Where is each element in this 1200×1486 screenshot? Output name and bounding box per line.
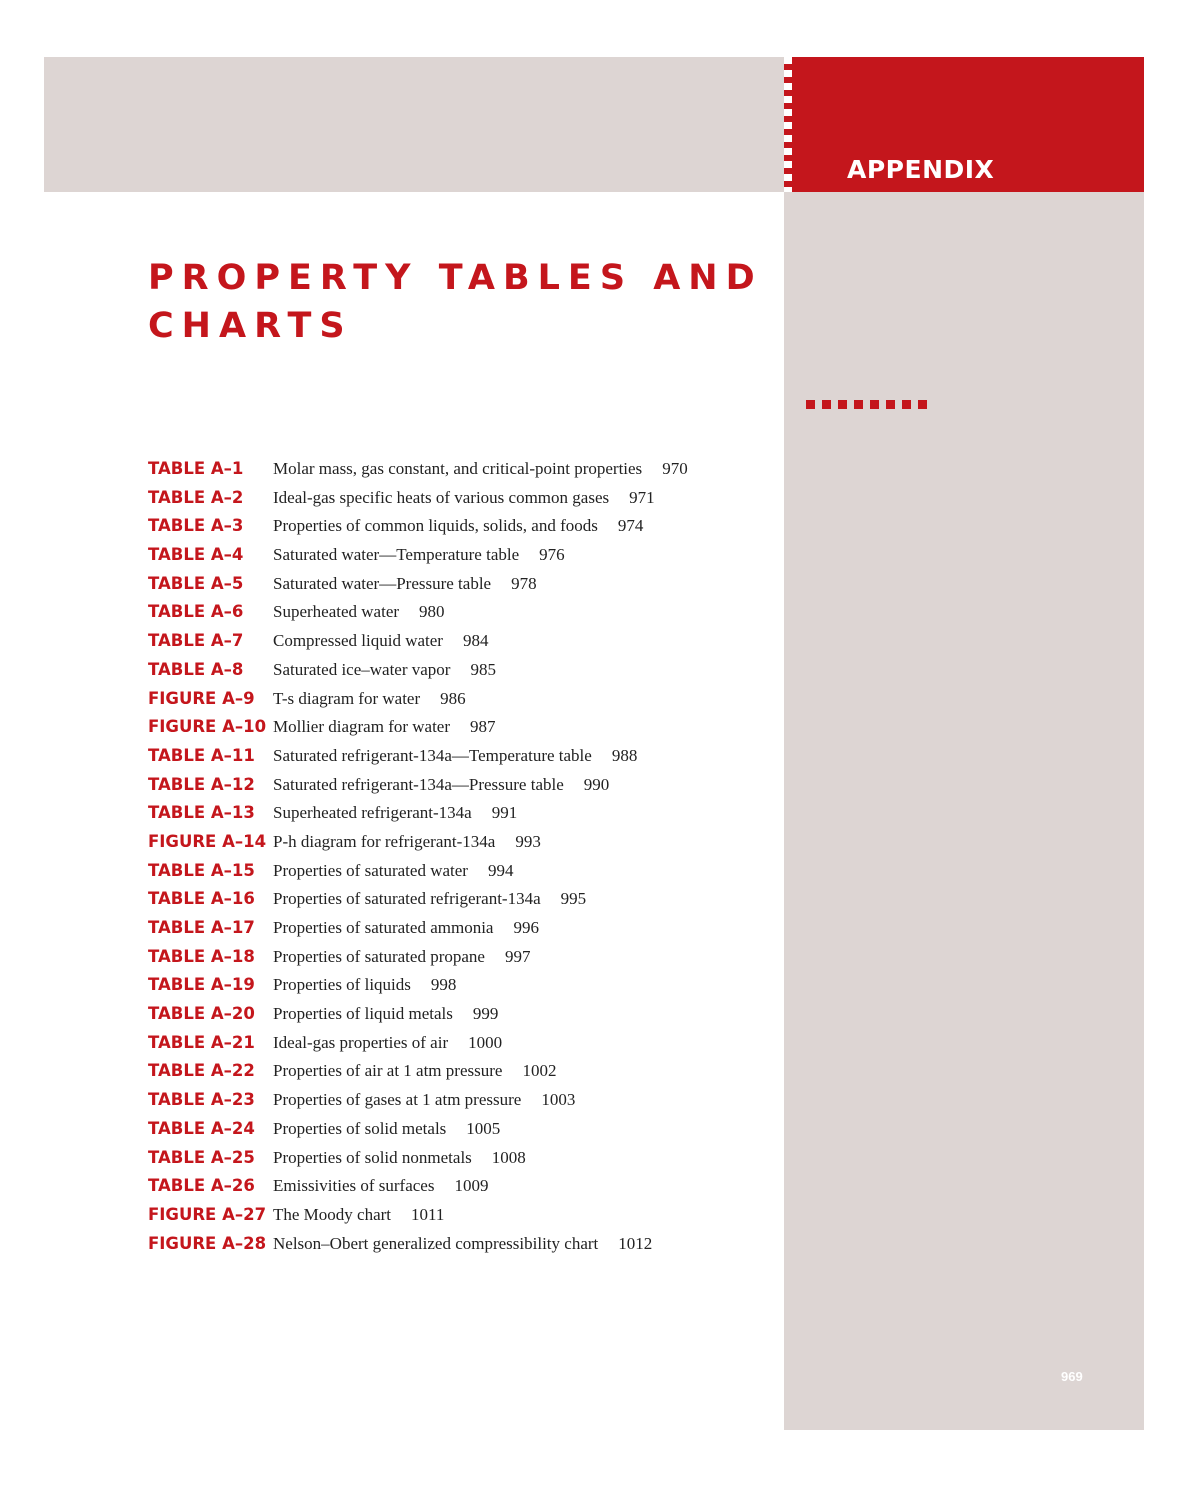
toc-entry-page: 988 [611,745,638,765]
toc-entry-page: 1005 [466,1118,501,1138]
toc-entry-label: TABLE A–7 [148,631,244,651]
toc-entry-label: TABLE A–16 [148,889,255,909]
toc-entry-title: Saturated refrigerant-134a—Temperature table [273,745,592,765]
toc-entry [148,861,688,890]
toc-entry [148,1205,688,1234]
toc-entry [148,717,688,746]
toc-entry-label: TABLE A–25 [148,1147,255,1167]
toc-entry-title: Properties of solid nonmetals [273,1147,472,1167]
toc-entry-page: 986 [440,688,466,708]
toc-entry-page: 994 [487,860,514,880]
toc-entry [148,918,688,947]
toc-entry-title: Saturated refrigerant-134a—Pressure table [273,774,564,794]
toc-entry-page: 1011 [411,1204,445,1224]
toc-entry-title: T-s diagram for water [273,688,421,708]
toc-entry [148,889,688,918]
toc-entry-page: 998 [430,975,457,995]
toc-entry-page: 993 [515,831,541,851]
toc-entry [148,660,688,689]
toc-entry-label: TABLE A–20 [148,1004,255,1024]
toc-entry-title: Ideal-gas specific heats of various common gases [273,487,610,507]
toc-entry-page: 971 [629,487,655,507]
toc-entry-label: FIGURE A–10 [148,717,267,737]
toc-entry-page: 996 [513,918,539,937]
toc-entry-title: Superheated refrigerant-134a [273,803,472,823]
toc-entry-title: Mollier diagram for water [273,717,451,737]
toc-entry-label: TABLE A–8 [148,659,244,679]
toc-entry-title: Properties of saturated ammonia [273,918,494,937]
toc-entry [148,459,688,488]
toc-entry [148,1234,688,1263]
toc-entry [148,545,688,574]
toc-entry-title: Saturated water—Pressure table [273,573,492,593]
toc-entry-title: Nelson–Obert generalized compressibility chart [273,1233,599,1253]
toc-entry [148,689,688,718]
toc-entry-page: 990 [583,774,610,794]
toc-entry-title: Properties of liquids [273,975,411,995]
toc-entry-title: Molar mass, gas constant, and critical-point properties [273,459,643,478]
toc-entry-label: TABLE A–22 [148,1061,255,1081]
toc-entry-title: Saturated water—Temperature table [273,545,520,565]
toc-entry-label: TABLE A–12 [148,774,255,794]
toc-entry-page: 997 [504,946,531,966]
toc-entry-label: TABLE A–18 [148,946,255,966]
toc-entry-page: 1009 [454,1176,489,1196]
toc-entry-title: The Moody chart [273,1204,392,1224]
toc-entry [148,1148,688,1177]
toc-entry-page: 1008 [491,1147,526,1167]
toc-entry [148,1061,688,1090]
toc-entry-title: Properties of air at 1 atm pressure [273,1061,503,1081]
toc-entry-page: 995 [560,889,587,909]
toc-entry-title: Saturated ice–water vapor [273,659,451,679]
toc-entry-page: 974 [617,516,644,536]
toc-entry-title: Properties of common liquids, solids, and foods [273,516,598,536]
toc-entry-page: 984 [462,631,489,651]
toc-entry-label: FIGURE A–14 [148,831,267,851]
toc-entry-page: 976 [539,545,565,565]
toc-entry [148,1033,688,1062]
appendix-label: APPENDIX [847,155,995,184]
toc-entry-title: Properties of solid metals [273,1118,447,1138]
toc-entry [148,574,688,603]
toc-entry-title: P-h diagram for refrigerant-134a [273,831,496,851]
page-number: 969 [1061,1369,1083,1384]
toc-entry-page: 1000 [468,1032,503,1052]
toc-entry [148,746,688,775]
toc-entry-label: TABLE A–2 [148,487,244,507]
toc-entry-title: Properties of saturated propane [273,946,485,966]
toc-entry-title: Properties of liquid metals [273,1004,453,1024]
toc-entry-label: FIGURE A–9 [148,688,255,708]
toc-entry-label: TABLE A–5 [148,573,244,593]
toc-entry-page: 980 [419,602,445,622]
toc-entry-page: 987 [470,717,496,737]
decorative-dots [806,400,927,409]
table-of-contents [148,459,688,1262]
header-band [44,57,784,192]
toc-entry-title: Superheated water [273,602,400,622]
toc-entry [148,1119,688,1148]
toc-entry-page: 999 [472,1004,499,1024]
toc-entry [148,947,688,976]
toc-entry [148,1090,688,1119]
toc-entry-page: 985 [470,659,496,679]
toc-entry-label: TABLE A–17 [148,918,255,937]
toc-entry-label: TABLE A–19 [148,975,255,995]
toc-entry [148,775,688,804]
toc-entry-label: TABLE A–11 [148,745,255,765]
toc-entry-title: Ideal-gas properties of air [273,1032,449,1052]
toc-entry-title: Emissivities of surfaces [273,1176,435,1196]
toc-entry [148,803,688,832]
toc-entry-title: Properties of saturated refrigerant-134a [273,889,541,909]
toc-entry [148,975,688,1004]
toc-entry-label: TABLE A–15 [148,860,255,880]
toc-entry [148,516,688,545]
toc-entry [148,488,688,517]
toc-entry-title: Properties of saturated water [273,860,468,880]
toc-entry-label: TABLE A–4 [148,545,244,565]
toc-entry-label: TABLE A–23 [148,1090,255,1110]
toc-entry-label: TABLE A–26 [148,1176,255,1196]
page-title: PROPERTY TABLES AND CHARTS [148,258,763,346]
perforated-edge [784,57,792,192]
toc-entry [148,1176,688,1205]
toc-entry-title: Properties of gases at 1 atm pressure [273,1090,522,1110]
toc-entry-label: TABLE A–6 [148,602,244,622]
toc-entry [148,631,688,660]
toc-entry-page: 991 [491,803,518,823]
toc-entry-label: TABLE A–21 [148,1032,255,1052]
side-column [784,192,1144,1430]
toc-entry-label: FIGURE A–27 [148,1204,267,1224]
toc-entry-page: 970 [662,459,688,478]
toc-entry-title: Compressed liquid water [273,631,443,651]
toc-entry-label: FIGURE A–28 [148,1233,267,1253]
toc-entry [148,1004,688,1033]
toc-entry [148,832,688,861]
toc-entry-label: TABLE A–13 [148,803,255,823]
toc-entry-page: 1003 [541,1090,576,1110]
toc-entry [148,602,688,631]
toc-entry-page: 978 [511,573,537,593]
toc-entry-page: 1002 [522,1061,557,1081]
toc-entry-page: 1012 [618,1233,653,1253]
toc-entry-label: TABLE A–3 [148,516,244,536]
toc-entry-label: TABLE A–24 [148,1118,255,1138]
toc-entry-label: TABLE A–1 [148,459,244,478]
